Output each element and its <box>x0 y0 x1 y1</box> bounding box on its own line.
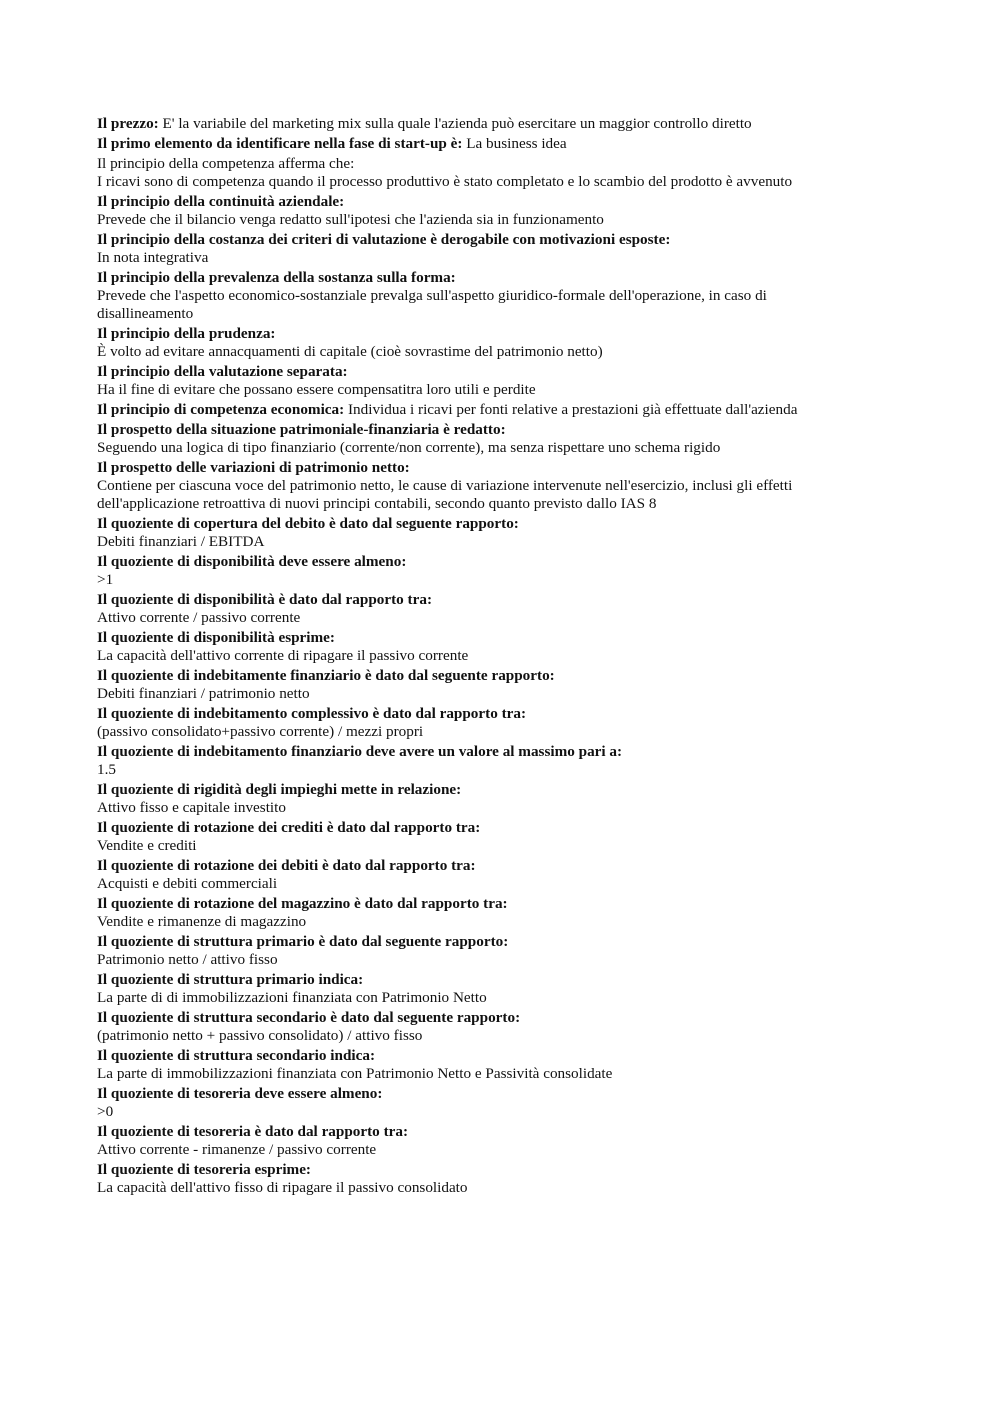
answer-text: Attivo fisso e capitale investito <box>97 799 286 816</box>
question-text: Il quoziente di copertura del debito è dato dal seguente rapporto: <box>97 515 519 532</box>
answer-text: E' la variabile del marketing mix sulla quale l'azienda può esercitare un maggior controllo diretto <box>162 115 752 132</box>
question-text: Il quoziente di disponibilità esprime: <box>97 629 335 646</box>
answer-text: >1 <box>97 571 114 588</box>
answer-text: Acquisti e debiti commerciali <box>97 875 278 892</box>
qa-entry <box>97 895 857 931</box>
qa-entry <box>97 629 857 665</box>
question-text: Il principio di competenza economica: <box>97 401 345 418</box>
answer-text: Individua i ricavi per fonti relative a prestazioni già effettuate dall'azienda <box>348 401 798 418</box>
question-text: Il quoziente di rotazione dei debiti è dato dal rapporto tra: <box>97 857 476 874</box>
answer-text: Vendite e crediti <box>97 837 197 854</box>
qa-entry <box>97 971 857 1007</box>
question-text: Il principio della costanza dei criteri di valutazione è derogabile con motivazioni esposte: <box>97 231 671 248</box>
answer-text: Vendite e rimanenze di magazzino <box>97 913 307 930</box>
question-text: Il prezzo: <box>97 115 159 132</box>
question-text: Il quoziente di indebitamento complessivo è dato dal rapporto tra: <box>97 705 527 722</box>
answer-text: Contiene per ciascuna voce del patrimonio netto, le cause di variazione intervenute nell'esercizio, inclusi gli effetti dell'applicazione retroattiva di nuovi principi contabili, secondo quanto previsto dallo IAS 8 <box>97 477 793 512</box>
answer-text: (patrimonio netto + passivo consolidato) / attivo fisso <box>97 1027 423 1044</box>
answer-text: Patrimonio netto / attivo fisso <box>97 951 278 968</box>
qa-entry <box>97 401 857 419</box>
question-text: Il quoziente di indebitamente finanziario è dato dal seguente rapporto: <box>97 667 555 684</box>
qa-entry <box>97 155 857 191</box>
qa-entry <box>97 1123 857 1159</box>
qa-entry <box>97 459 857 513</box>
qa-entry <box>97 135 857 153</box>
answer-text: La parte di immobilizzazioni finanziata con Patrimonio Netto e Passività consolidate <box>97 1065 613 1082</box>
qa-entry <box>97 1161 857 1197</box>
answer-text: Debiti finanziari / patrimonio netto <box>97 685 310 702</box>
answer-text: La capacità dell'attivo fisso di ripagare il passivo consolidato <box>97 1179 468 1196</box>
question-text: Il quoziente di indebitamento finanziario deve avere un valore al massimo pari a: <box>97 743 623 760</box>
question-text: Il quoziente di struttura secondario è dato dal seguente rapporto: <box>97 1009 521 1026</box>
question-text: Il quoziente di tesoreria è dato dal rapporto tra: <box>97 1123 409 1140</box>
question-text: Il quoziente di rigidità degli impieghi mette in relazione: <box>97 781 462 798</box>
question-text: Il quoziente di rotazione del magazzino è dato dal rapporto tra: <box>97 895 508 912</box>
answer-text: Prevede che l'aspetto economico-sostanziale prevalga sull'aspetto giuridico-formale dell'operazione, in caso di disallineamento <box>97 287 767 322</box>
answer-text: La parte di di immobilizzazioni finanziata con Patrimonio Netto <box>97 989 487 1006</box>
answer-text: La business idea <box>466 135 567 152</box>
answer-text: In nota integrativa <box>97 249 209 266</box>
question-text: Il prospetto delle variazioni di patrimonio netto: <box>97 459 410 476</box>
qa-entry <box>97 743 857 779</box>
qa-entry <box>97 193 857 229</box>
qa-entry <box>97 667 857 703</box>
qa-entry <box>97 819 857 855</box>
answer-text: 1.5 <box>97 761 116 778</box>
question-text: Il primo elemento da identificare nella fase di start-up è: <box>97 135 463 152</box>
question-text: Il principio della competenza afferma che: <box>97 155 355 172</box>
question-text: Il quoziente di struttura primario indica: <box>97 971 364 988</box>
answer-text: I ricavi sono di competenza quando il processo produttivo è stato completato e lo scambio del prodotto è avvenuto <box>97 173 793 190</box>
qa-entry <box>97 1047 857 1083</box>
answer-text: Seguendo una logica di tipo finanziario (corrente/non corrente), ma senza rispettare uno schema rigido <box>97 439 721 456</box>
document-page <box>97 115 857 1199</box>
qa-entry <box>97 231 857 267</box>
answer-text: (passivo consolidato+passivo corrente) / mezzi propri <box>97 723 424 740</box>
question-text: Il principio della prudenza: <box>97 325 276 342</box>
answer-text: Attivo corrente / passivo corrente <box>97 609 301 626</box>
answer-text: Debiti finanziari / EBITDA <box>97 533 265 550</box>
question-text: Il principio della continuità aziendale: <box>97 193 345 210</box>
question-text: Il principio della prevalenza della sostanza sulla forma: <box>97 269 456 286</box>
question-text: Il quoziente di tesoreria esprime: <box>97 1161 311 1178</box>
question-text: Il quoziente di disponibilità è dato dal rapporto tra: <box>97 591 433 608</box>
qa-entry <box>97 421 857 457</box>
qa-entry <box>97 1085 857 1121</box>
answer-text: >0 <box>97 1103 114 1120</box>
answer-text: Attivo corrente - rimanenze / passivo corrente <box>97 1141 377 1158</box>
qa-entry <box>97 115 857 133</box>
answer-text: È volto ad evitare annacquamenti di capitale (cioè sovrastime del patrimonio netto) <box>97 343 603 360</box>
qa-entry <box>97 269 857 323</box>
question-text: Il quoziente di rotazione dei crediti è dato dal rapporto tra: <box>97 819 481 836</box>
question-text: Il quoziente di tesoreria deve essere almeno: <box>97 1085 383 1102</box>
question-text: Il prospetto della situazione patrimoniale-finanziaria è redatto: <box>97 421 506 438</box>
question-text: Il quoziente di disponibilità deve essere almeno: <box>97 553 407 570</box>
qa-entry <box>97 515 857 551</box>
qa-entry <box>97 325 857 361</box>
answer-text: Prevede che il bilancio venga redatto sull'ipotesi che l'azienda sia in funzionamento <box>97 211 604 228</box>
qa-entry <box>97 857 857 893</box>
qa-entry <box>97 363 857 399</box>
qa-entry <box>97 1009 857 1045</box>
answer-text: La capacità dell'attivo corrente di ripagare il passivo corrente <box>97 647 469 664</box>
qa-entry <box>97 933 857 969</box>
qa-entry <box>97 591 857 627</box>
question-text: Il quoziente di struttura primario è dato dal seguente rapporto: <box>97 933 509 950</box>
question-text: Il quoziente di struttura secondario indica: <box>97 1047 376 1064</box>
question-text: Il principio della valutazione separata: <box>97 363 348 380</box>
qa-entry <box>97 781 857 817</box>
qa-entry <box>97 553 857 589</box>
qa-entry <box>97 705 857 741</box>
answer-text: Ha il fine di evitare che possano essere compensatitra loro utili e perdite <box>97 381 536 398</box>
